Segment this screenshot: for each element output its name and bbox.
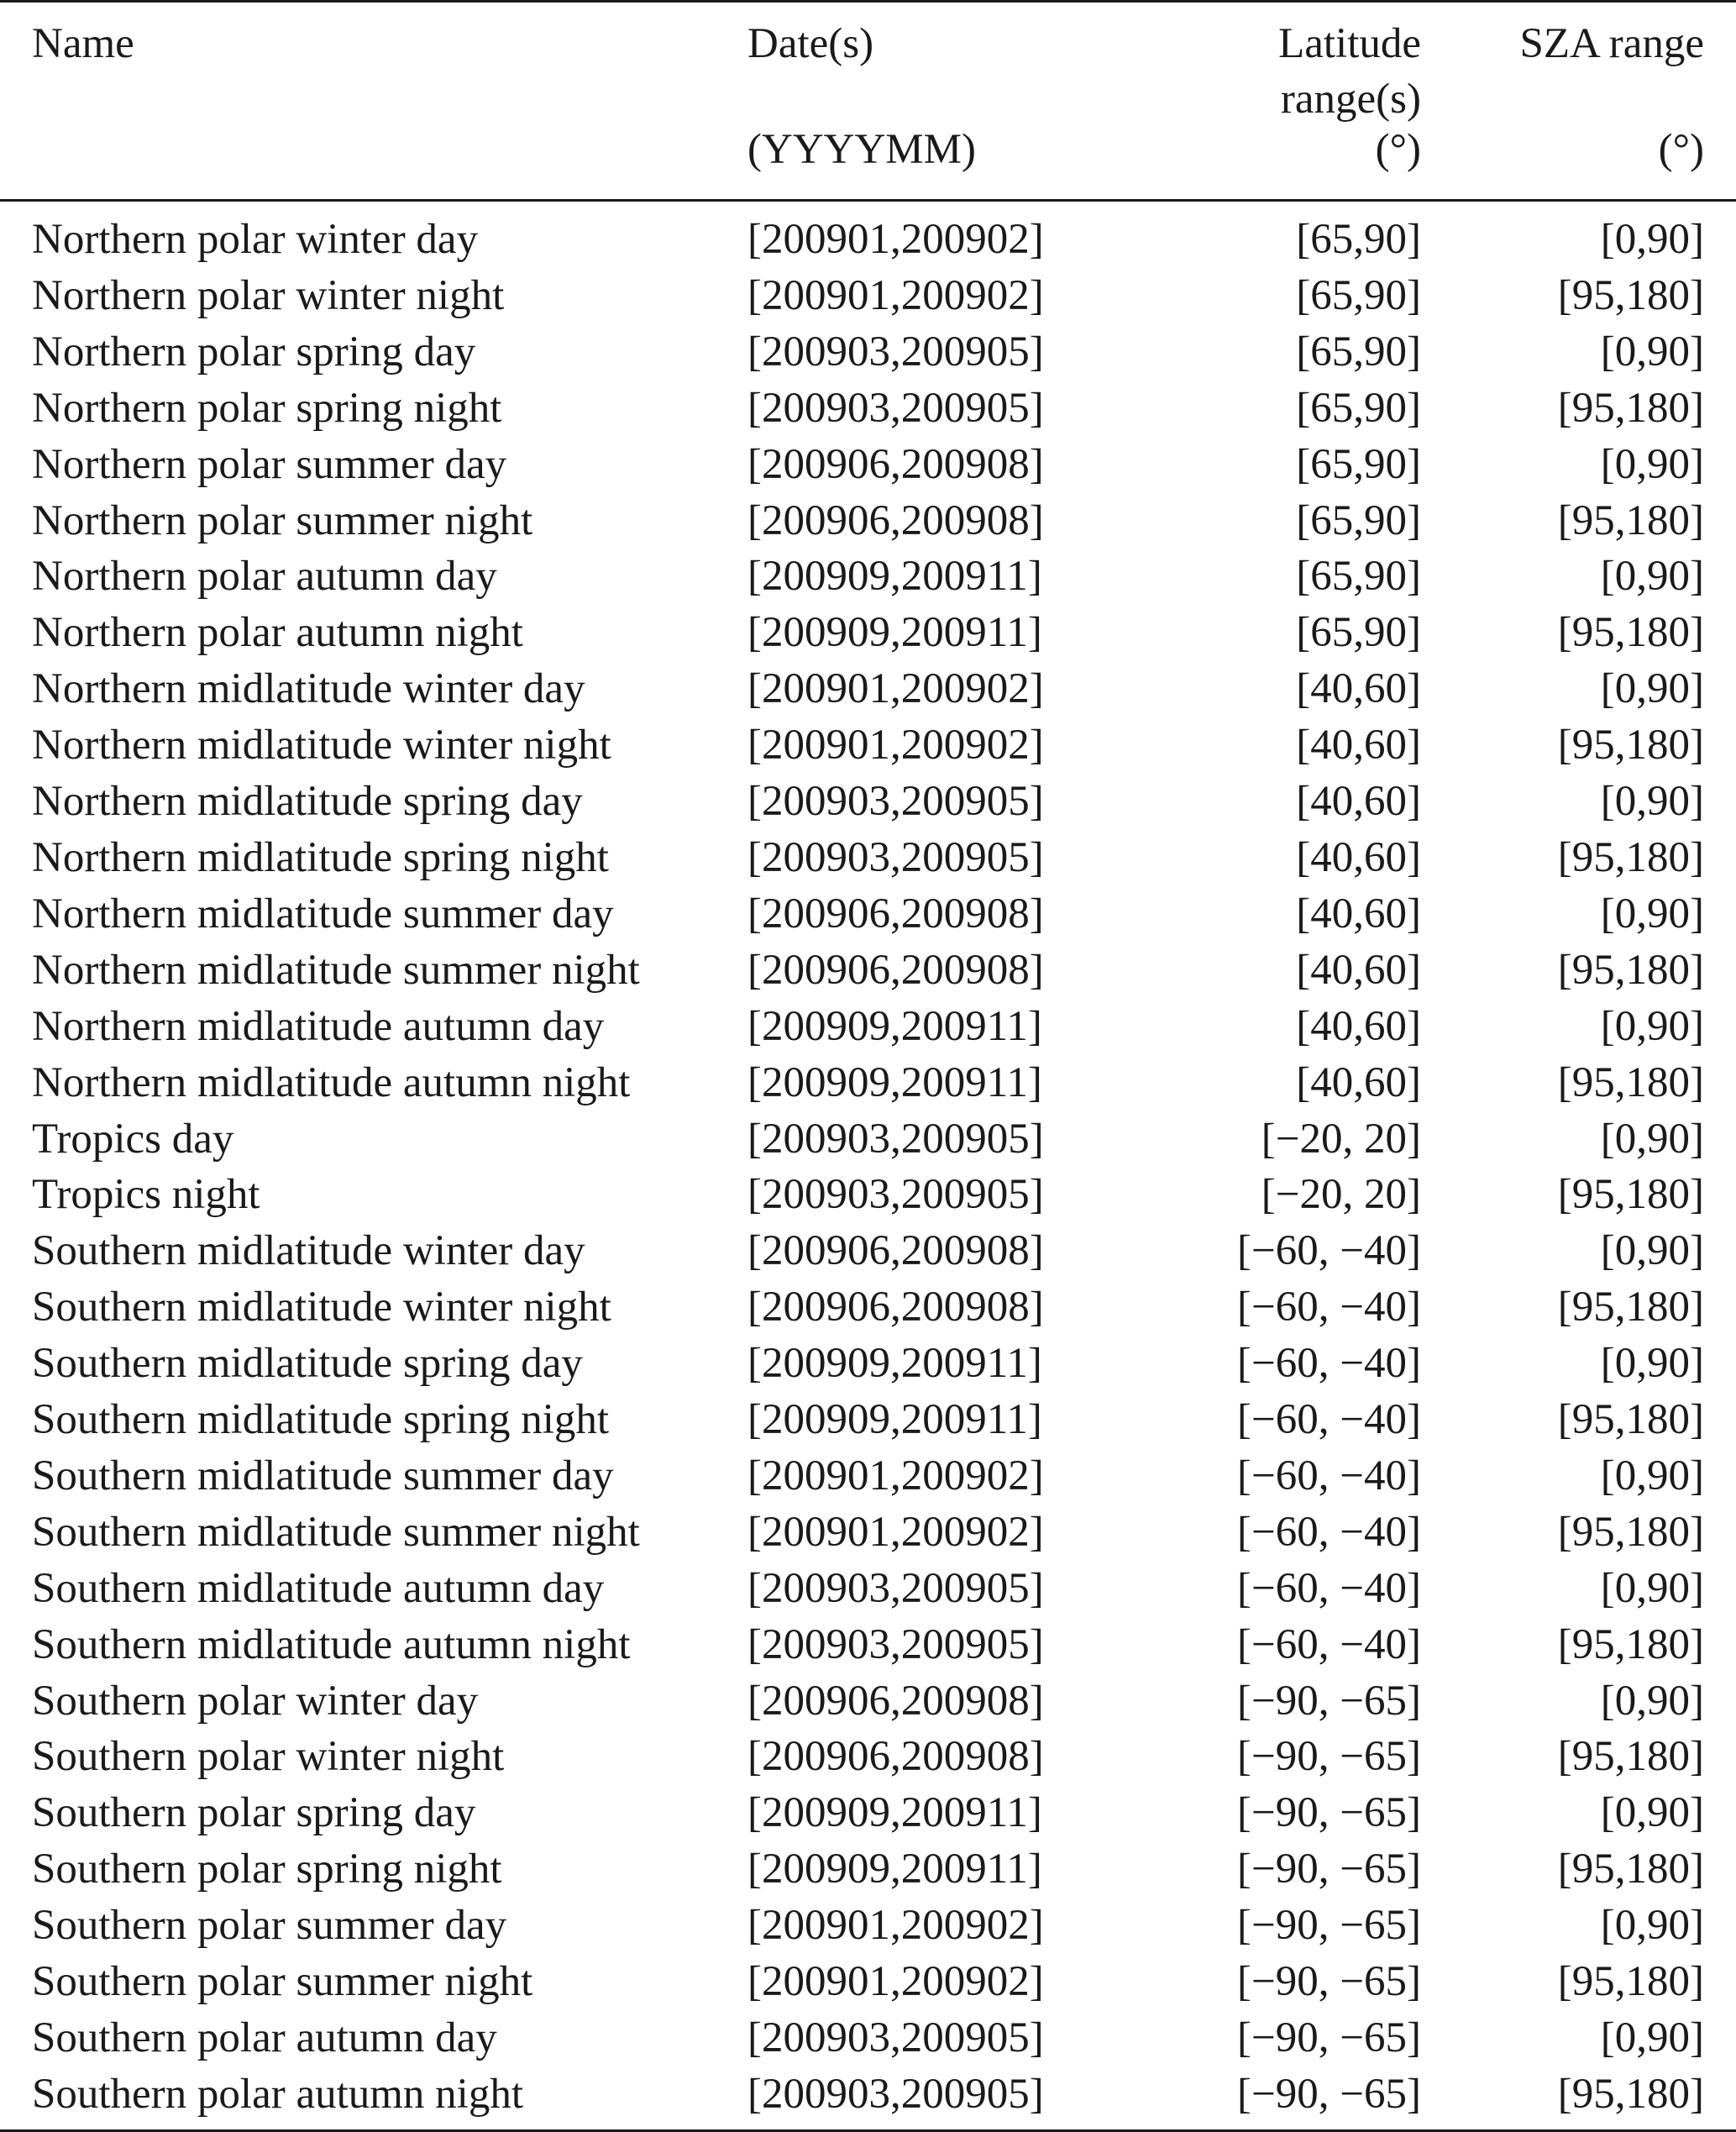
- table-row: [0, 1673, 1736, 1730]
- cell-latitude-range: [−60, −40]: [1237, 1340, 1421, 1388]
- cell-name: Tropics day: [32, 1115, 234, 1163]
- cell-sza-range: [0,90]: [1600, 665, 1704, 713]
- cell-name: Northern midlatitude winter day: [32, 665, 585, 713]
- cell-latitude-range: [40,60]: [1296, 778, 1421, 826]
- cell-latitude-range: [65,90]: [1296, 384, 1421, 432]
- cell-name: Northern polar spring day: [32, 328, 476, 375]
- cell-latitude-range: [−60, −40]: [1237, 1564, 1421, 1612]
- cell-name: Northern polar autumn day: [32, 553, 497, 601]
- cell-name: Tropics night: [32, 1171, 260, 1219]
- cell-latitude-range: [−60, −40]: [1237, 1284, 1421, 1331]
- header-row-1: [0, 2, 1736, 128]
- cell-date: [200901,200902]: [747, 216, 1044, 263]
- table-row: [0, 324, 1736, 381]
- cell-sza-range: [0,90]: [1600, 1115, 1704, 1163]
- cell-sza-range: [0,90]: [1600, 216, 1704, 263]
- cell-name: Northern midlatitude summer day: [32, 890, 614, 937]
- cell-sza-range: [0,90]: [1600, 1677, 1704, 1725]
- cell-date: [200903,200905]: [747, 1115, 1044, 1163]
- cell-sza-range: [0,90]: [1600, 1340, 1704, 1388]
- cell-sza-range: [0,90]: [1600, 1227, 1704, 1275]
- cell-name: Northern polar summer night: [32, 496, 533, 544]
- cell-latitude-range: [−90, −65]: [1237, 1958, 1421, 2006]
- cell-latitude-range: [−90, −65]: [1138, 2066, 1449, 2130]
- cell-sza-range: [95,180]: [1557, 1620, 1704, 1668]
- cell-date: [200903,200905]: [747, 778, 1044, 826]
- cell-date: [200906,200908]: [747, 1284, 1044, 1331]
- cell-name: Southern midlatitude winter day: [32, 1227, 585, 1275]
- table-row: [0, 2010, 1736, 2066]
- table-row: [0, 268, 1736, 324]
- cell-date: [200906,200908]: [747, 440, 1044, 488]
- cell-sza-range: [95,180]: [1557, 946, 1704, 994]
- cell-sza-range: [0,90]: [1600, 328, 1704, 375]
- cell-date: [200901,200902]: [747, 1452, 1044, 1499]
- table-row: [0, 493, 1736, 549]
- cell-latitude-range: [40,60]: [1296, 722, 1421, 769]
- cell-date: [200903,200905]: [747, 1620, 1044, 1668]
- header-name: Name: [0, 2, 747, 128]
- cell-date: [200909,200911]: [747, 1846, 1042, 1893]
- cell-sza-range: [0,90]: [1600, 778, 1704, 826]
- cell-name: Southern midlatitude summer day: [32, 1452, 614, 1499]
- cell-name: Northern polar winter day: [32, 216, 479, 263]
- cell-sza-range: [0,90]: [1600, 890, 1704, 937]
- cell-latitude-range: [40,60]: [1296, 833, 1421, 881]
- cell-sza-range: [95,180]: [1557, 1284, 1704, 1331]
- cell-name: Southern midlatitude spring night: [32, 1396, 610, 1444]
- cell-latitude-range: [40,60]: [1296, 1002, 1421, 1050]
- cell-sza-range: [0,90]: [1600, 1002, 1704, 1050]
- cell-date: [200903,200905]: [747, 1564, 1044, 1612]
- cell-sza-range: [0,90]: [1600, 1789, 1704, 1837]
- cell-latitude-range: [65,90]: [1296, 440, 1421, 488]
- cell-sza-range: [95,180]: [1557, 1846, 1704, 1893]
- table-row: [0, 774, 1736, 830]
- cell-latitude-range: [40,60]: [1296, 890, 1421, 937]
- cell-name: Southern midlatitude spring day: [32, 1340, 583, 1388]
- cell-latitude-range: [−90, −65]: [1237, 1789, 1421, 1837]
- cell-latitude-range: [65,90]: [1296, 216, 1421, 263]
- cell-date: [200903,200905]: [747, 833, 1044, 881]
- cell-date: [200909,200911]: [747, 553, 1042, 601]
- header-latitude-unit: (°): [1138, 127, 1449, 201]
- cell-date: [200903,200905]: [747, 2014, 1044, 2061]
- table-row: [0, 437, 1736, 493]
- table-row: [0, 1336, 1736, 1392]
- cell-latitude-range: [−20, 20]: [1261, 1171, 1421, 1219]
- cell-date: [200901,200902]: [747, 1958, 1044, 2006]
- cell-latitude-range: [40,60]: [1296, 665, 1421, 713]
- table-row: [0, 1785, 1736, 1841]
- header-sza: SZA range: [1449, 2, 1736, 128]
- table-row: [0, 886, 1736, 943]
- cell-sza-range: [0,90]: [1600, 553, 1704, 601]
- cell-name: Southern midlatitude autumn night: [32, 1620, 631, 1668]
- cell-name: Southern polar winter day: [32, 1677, 479, 1725]
- cell-latitude-range: [65,90]: [1296, 609, 1421, 657]
- table-row: [0, 1898, 1736, 1954]
- cell-date: [200909,200911]: [747, 1340, 1042, 1388]
- cell-date: [200909,200911]: [747, 609, 1042, 657]
- cell-sza-range: [0,90]: [1600, 440, 1704, 488]
- cell-sza-range: [95,180]: [1449, 2066, 1736, 2130]
- table-row: [0, 201, 1736, 268]
- header-latitude: Latitude range(s): [1138, 2, 1449, 128]
- cell-date: [200906,200908]: [747, 890, 1044, 937]
- cell-latitude-range: [65,90]: [1296, 553, 1421, 601]
- cell-latitude-range: [65,90]: [1296, 496, 1421, 544]
- cell-sza-range: [95,180]: [1557, 1171, 1704, 1219]
- table-row: [0, 1167, 1736, 1223]
- cell-date: [200903,200905]: [747, 328, 1044, 375]
- cell-sza-range: [0,90]: [1600, 1902, 1704, 1950]
- cell-date: [200901,200902]: [747, 665, 1044, 713]
- cell-name: Northern midlatitude autumn night: [32, 1058, 631, 1106]
- cell-name: Southern polar summer day: [32, 1902, 507, 1950]
- cell-latitude-range: [65,90]: [1296, 328, 1421, 375]
- table-row: [0, 1504, 1736, 1561]
- table-header: [0, 2, 1736, 201]
- cell-date: [200906,200908]: [747, 496, 1044, 544]
- cell-sza-range: [95,180]: [1557, 722, 1704, 769]
- cell-name: Southern polar autumn night: [0, 2066, 747, 2130]
- cell-date: [200903,200905]: [747, 1171, 1044, 1219]
- cell-name: Northern polar autumn night: [32, 609, 523, 657]
- cell-sza-range: [95,180]: [1557, 833, 1704, 881]
- cell-date: [200909,200911]: [747, 1789, 1042, 1837]
- cell-sza-range: [95,180]: [1557, 1396, 1704, 1444]
- cell-sza-range: [0,90]: [1600, 1452, 1704, 1499]
- table-row: [0, 1223, 1736, 1279]
- cell-name: Northern midlatitude spring night: [32, 833, 609, 881]
- header-sza-unit: (°): [1449, 127, 1736, 201]
- table-row: [0, 999, 1736, 1055]
- cell-latitude-range: [−60, −40]: [1237, 1396, 1421, 1444]
- cell-latitude-range: [65,90]: [1296, 271, 1421, 319]
- cell-latitude-range: [−60, −40]: [1237, 1452, 1421, 1499]
- cell-name: Southern polar autumn day: [32, 2014, 497, 2061]
- cell-sza-range: [95,180]: [1557, 496, 1704, 544]
- cell-sza-range: [95,180]: [1557, 271, 1704, 319]
- cell-date: [200901,200902]: [747, 722, 1044, 769]
- cell-name: Southern polar winter night: [32, 1733, 505, 1781]
- cell-date: [200906,200908]: [747, 1227, 1044, 1275]
- table-row: [0, 1954, 1736, 2010]
- cell-latitude-range: [−90, −65]: [1237, 1733, 1421, 1781]
- table-row: [0, 943, 1736, 999]
- table-row: [0, 661, 1736, 717]
- cell-sza-range: [95,180]: [1557, 1508, 1704, 1556]
- cell-sza-range: [95,180]: [1557, 609, 1704, 657]
- cell-latitude-range: [−90, −65]: [1237, 1846, 1421, 1893]
- cell-date: [200909,200911]: [747, 1058, 1042, 1106]
- cell-sza-range: [95,180]: [1557, 384, 1704, 432]
- cell-date: [200903,200905]: [747, 2066, 1138, 2130]
- cell-name: Northern midlatitude summer night: [32, 946, 640, 994]
- cell-name: Northern polar summer day: [32, 440, 507, 488]
- cell-latitude-range: [−90, −65]: [1237, 1677, 1421, 1725]
- cell-latitude-range: [−60, −40]: [1237, 1227, 1421, 1275]
- cell-name: Southern polar summer night: [32, 1958, 533, 2006]
- cell-name: Southern midlatitude autumn day: [32, 1564, 605, 1612]
- cell-name: Southern polar spring night: [32, 1846, 502, 1893]
- cell-date: [200903,200905]: [747, 384, 1044, 432]
- cell-sza-range: [95,180]: [1557, 1958, 1704, 2006]
- table-row: [0, 1448, 1736, 1504]
- cell-latitude-range: [−20, 20]: [1261, 1115, 1421, 1163]
- cell-sza-range: [95,180]: [1557, 1058, 1704, 1106]
- cell-sza-range: [95,180]: [1557, 1733, 1704, 1781]
- table-row: [0, 2066, 1736, 2130]
- header-date: Date(s): [747, 2, 1138, 128]
- cell-name: Southern polar spring day: [32, 1789, 476, 1837]
- cell-date: [200901,200902]: [747, 1508, 1044, 1556]
- cell-name: Northern midlatitude autumn day: [32, 1002, 605, 1050]
- header-name-unit: [0, 127, 747, 201]
- table-row: [0, 1392, 1736, 1448]
- cell-date: [200906,200908]: [747, 946, 1044, 994]
- cell-date: [200909,200911]: [747, 1002, 1042, 1050]
- table-row: [0, 717, 1736, 774]
- header-date-unit: (YYYYMM): [747, 127, 1138, 201]
- cell-latitude-range: [40,60]: [1296, 946, 1421, 994]
- table-row: [0, 1111, 1736, 1168]
- table-row: [0, 1841, 1736, 1898]
- cell-date: [200906,200908]: [747, 1733, 1044, 1781]
- cell-latitude-range: [−90, −65]: [1237, 2014, 1421, 2061]
- cell-latitude-range: [40,60]: [1296, 1058, 1421, 1106]
- cell-sza-range: [0,90]: [1600, 1564, 1704, 1612]
- cell-sza-range: [0,90]: [1600, 2014, 1704, 2061]
- table-row: [0, 1055, 1736, 1111]
- table-body: [0, 201, 1736, 2131]
- cell-date: [200909,200911]: [747, 1396, 1042, 1444]
- cell-name: Northern midlatitude winter night: [32, 722, 611, 769]
- cell-name: Southern midlatitude summer night: [32, 1508, 640, 1556]
- table-row: [0, 1561, 1736, 1617]
- cell-name: Northern midlatitude spring day: [32, 778, 583, 826]
- cell-date: [200901,200902]: [747, 1902, 1044, 1950]
- cell-latitude-range: [−60, −40]: [1237, 1508, 1421, 1556]
- table-row: [0, 605, 1736, 661]
- table-row: [0, 549, 1736, 605]
- table-row: [0, 830, 1736, 886]
- cell-name: Southern midlatitude winter night: [32, 1284, 611, 1331]
- table-row: [0, 1617, 1736, 1673]
- table-row: [0, 1279, 1736, 1336]
- table-row: [0, 381, 1736, 437]
- cell-latitude-range: [−60, −40]: [1237, 1620, 1421, 1668]
- cell-date: [200906,200908]: [747, 1677, 1044, 1725]
- cell-name: Northern polar spring night: [32, 384, 502, 432]
- header-row-2: [0, 127, 1736, 201]
- cell-date: [200901,200902]: [747, 271, 1044, 319]
- cell-name: Northern polar winter night: [32, 271, 505, 319]
- cell-latitude-range: [−90, −65]: [1237, 1902, 1421, 1950]
- table-row: [0, 1729, 1736, 1785]
